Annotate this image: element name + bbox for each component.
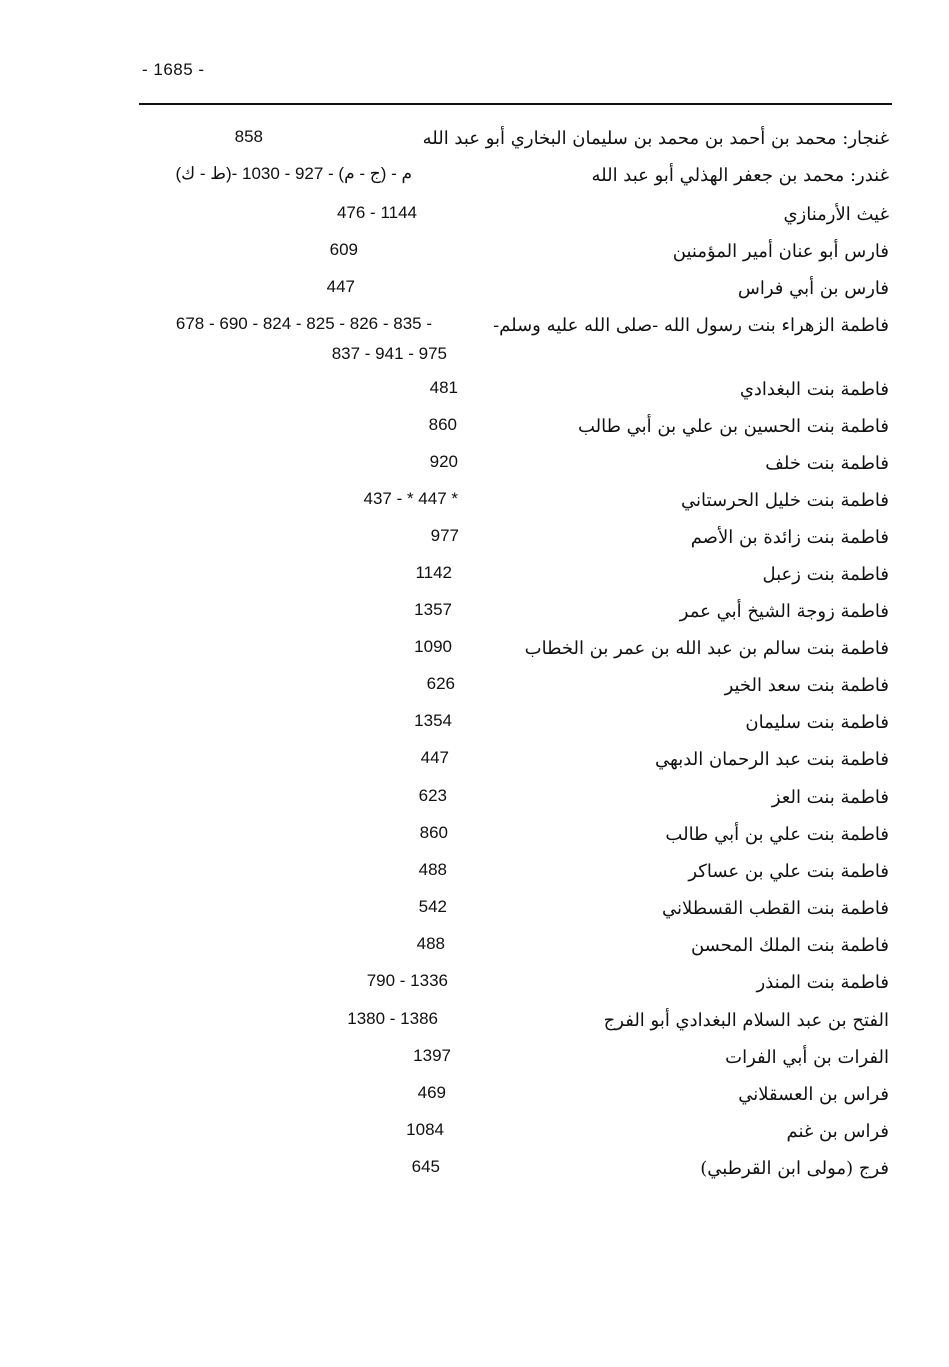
entry-pages: (ط - ك)- م - (ج - م) - 927 - 1030	[175, 164, 412, 183]
entry-pages: 623	[418, 786, 447, 805]
entry-name: فاطمة بنت علي بن أبي طالب	[665, 824, 889, 845]
index-entry	[0, 124, 949, 158]
index-entry	[0, 1043, 949, 1077]
entry-name: فاطمة الزهراء بنت رسول الله -صلى الله عليه وسلم-	[493, 315, 889, 336]
index-entry	[0, 894, 949, 928]
index-entry	[0, 161, 949, 195]
entry-name: فاطمة بنت العز	[771, 787, 889, 808]
entry-name: فاطمة زوجة الشيخ أبي عمر	[679, 601, 889, 622]
entry-pages: 1084	[406, 1120, 444, 1139]
entry-name: فاطمة بنت خلف	[765, 453, 889, 474]
index-entry	[0, 857, 949, 891]
entry-pages: 469	[417, 1083, 446, 1102]
entry-pages: 678 - 690 - 824 - 825 - 826 - 835 -	[175, 314, 432, 333]
entry-pages-continued: 837 - 941 - 975	[331, 344, 447, 363]
entry-name: فاطمة بنت سعد الخير	[724, 675, 889, 696]
index-entry	[0, 311, 949, 371]
entry-name: فاطمة بنت زعبل	[762, 564, 889, 585]
entry-name: فاطمة بنت خليل الحرستاني	[681, 490, 889, 511]
entry-name: فاطمة بنت الحسين بن علي بن أبي طالب	[577, 416, 889, 437]
entry-pages: 609	[329, 240, 358, 259]
entry-name: فاطمة بنت علي بن عساكر	[688, 861, 889, 882]
entry-pages: 447	[420, 748, 449, 767]
index-entry	[0, 200, 949, 234]
entry-pages: 645	[411, 1157, 440, 1176]
entry-name: الفتح بن عبد السلام البغدادي أبو الفرج	[603, 1010, 889, 1031]
entry-pages: 1354	[414, 711, 452, 730]
entry-pages: 790 - 1336	[366, 971, 448, 990]
index-entry	[0, 708, 949, 742]
index-entry	[0, 375, 949, 409]
entry-name: فاطمة بنت الملك المحسن	[690, 935, 889, 956]
index-entry	[0, 597, 949, 631]
entry-name: فاطمة بنت عبد الرحمان الدبهي	[655, 749, 889, 770]
entry-name: فاطمة بنت سليمان	[745, 712, 889, 733]
entry-name: غيث الأرمنازي	[783, 204, 889, 225]
index-entry	[0, 783, 949, 817]
index-entry	[0, 1117, 949, 1151]
index-entry	[0, 560, 949, 594]
entry-pages: 1397	[413, 1046, 451, 1065]
entry-name: فراس بن العسقلاني	[738, 1084, 889, 1105]
page-number: - 1685 -	[142, 60, 205, 79]
entry-name: غنجار: محمد بن أحمد بن محمد بن سليمان البخاري أبو عبد الله	[422, 128, 889, 149]
entry-name: فراس بن غنم	[786, 1121, 889, 1142]
entry-pages: 542	[418, 897, 447, 916]
index-entry	[0, 449, 949, 483]
entry-pages: 1357	[414, 600, 452, 619]
entry-name: الفرات بن أبي الفرات	[725, 1047, 889, 1068]
index-entry	[0, 634, 949, 668]
index-entry	[0, 745, 949, 779]
entry-name: فاطمة بنت زائدة بن الأصم	[690, 527, 889, 548]
entry-name: فاطمة بنت البغدادي	[739, 379, 889, 400]
entry-name: فارس أبو عنان أمير المؤمنين	[672, 241, 889, 262]
entry-pages: 488	[416, 934, 445, 953]
index-entry	[0, 237, 949, 271]
entry-pages: 1090	[414, 637, 452, 656]
index-entry	[0, 523, 949, 557]
index-entry	[0, 968, 949, 1002]
entry-name: فاطمة بنت القطب القسطلاني	[662, 898, 889, 919]
index-entry	[0, 1080, 949, 1114]
entry-name: فاطمة بنت المنذر	[756, 972, 889, 993]
entry-pages: 437 - * 447 *	[363, 489, 458, 508]
entry-pages: 977	[430, 526, 459, 545]
entry-pages: 920	[429, 452, 458, 471]
index-entry	[0, 1006, 949, 1040]
index-entry	[0, 412, 949, 446]
index-entry	[0, 931, 949, 965]
entry-name: غندر: محمد بن جعفر الهذلي أبو عبد الله	[591, 165, 889, 186]
index-entry	[0, 671, 949, 705]
entry-pages: 447	[326, 277, 355, 296]
index-entry	[0, 820, 949, 854]
entry-pages: 1142	[415, 563, 452, 582]
entry-pages: 860	[419, 823, 448, 842]
index-entry	[0, 274, 949, 308]
entry-pages: 481	[429, 378, 458, 397]
entry-pages: 488	[418, 860, 447, 879]
entry-name: فاطمة بنت سالم بن عبد الله بن عمر بن الخطاب	[524, 638, 889, 659]
entry-name: فارس بن أبي فراس	[737, 278, 889, 299]
index-entry	[0, 1154, 949, 1188]
entry-pages: 626	[426, 674, 455, 693]
entry-pages: 476 - 1144	[336, 203, 417, 222]
entry-name: فرج (مولى ابن القرطبي)	[700, 1158, 889, 1179]
entry-pages: 1380 - 1386	[347, 1009, 438, 1028]
index-entry	[0, 486, 949, 520]
entry-pages: 858	[234, 127, 263, 146]
entry-pages: 860	[428, 415, 457, 434]
